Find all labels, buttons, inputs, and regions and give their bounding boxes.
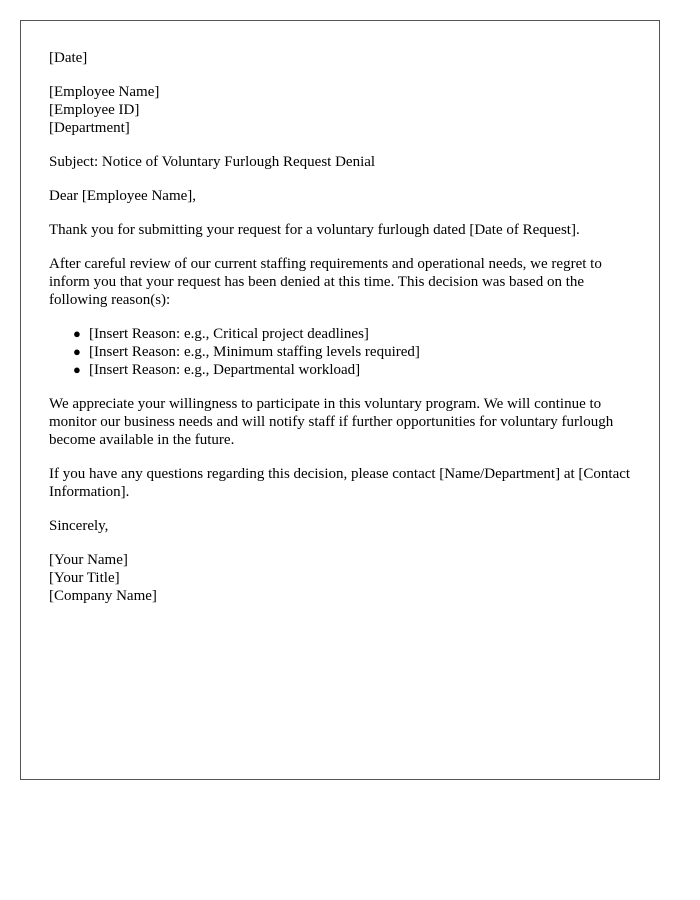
letter-page <box>20 20 660 780</box>
signature-block <box>49 551 631 605</box>
reasons-list <box>49 325 631 379</box>
paragraph-appreciate: We appreciate your willingness to participate in this voluntary program. We will continue to monitor our business needs and will notify staff if further opportunities for voluntary furlough become available in the future. <box>49 396 614 448</box>
paragraph-questions: If you have any questions regarding this decision, please contact [Name/Department] at [Contact Information]. <box>49 466 631 500</box>
reason-text: [Insert Reason: e.g., Minimum staffing levels required] <box>89 344 420 360</box>
signature-title: [Your Title] <box>49 570 120 586</box>
reason-text: [Insert Reason: e.g., Departmental workload] <box>89 362 361 378</box>
recipient-id: [Employee ID] <box>49 102 140 118</box>
bullet-icon: ● <box>73 326 81 341</box>
list-item <box>73 343 631 361</box>
signature-company: [Company Name] <box>49 588 157 604</box>
bullet-icon: ● <box>73 362 81 377</box>
list-item <box>73 325 631 343</box>
recipient-name: [Employee Name] <box>49 84 160 100</box>
closing: Sincerely, <box>49 518 109 534</box>
list-item <box>73 361 631 379</box>
paragraph-review: After careful review of our current staffing requirements and operational needs, we regret to inform you that your request has been denied at this time. This decision was based on the following reason(s): <box>49 256 602 308</box>
paragraph-thanks: Thank you for submitting your request for a voluntary furlough dated [Date of Request]. <box>49 222 580 238</box>
salutation: Dear [Employee Name], <box>49 188 197 204</box>
reason-text: [Insert Reason: e.g., Critical project deadlines] <box>89 326 369 342</box>
signature-name: [Your Name] <box>49 552 128 568</box>
bullet-icon: ● <box>73 344 81 359</box>
recipient-department: [Department] <box>49 120 130 136</box>
letter-date <box>49 49 631 67</box>
subject-line: Subject: Notice of Voluntary Furlough Request Denial <box>49 154 376 170</box>
recipient-block <box>49 83 631 137</box>
date-text: [Date] <box>49 50 88 66</box>
